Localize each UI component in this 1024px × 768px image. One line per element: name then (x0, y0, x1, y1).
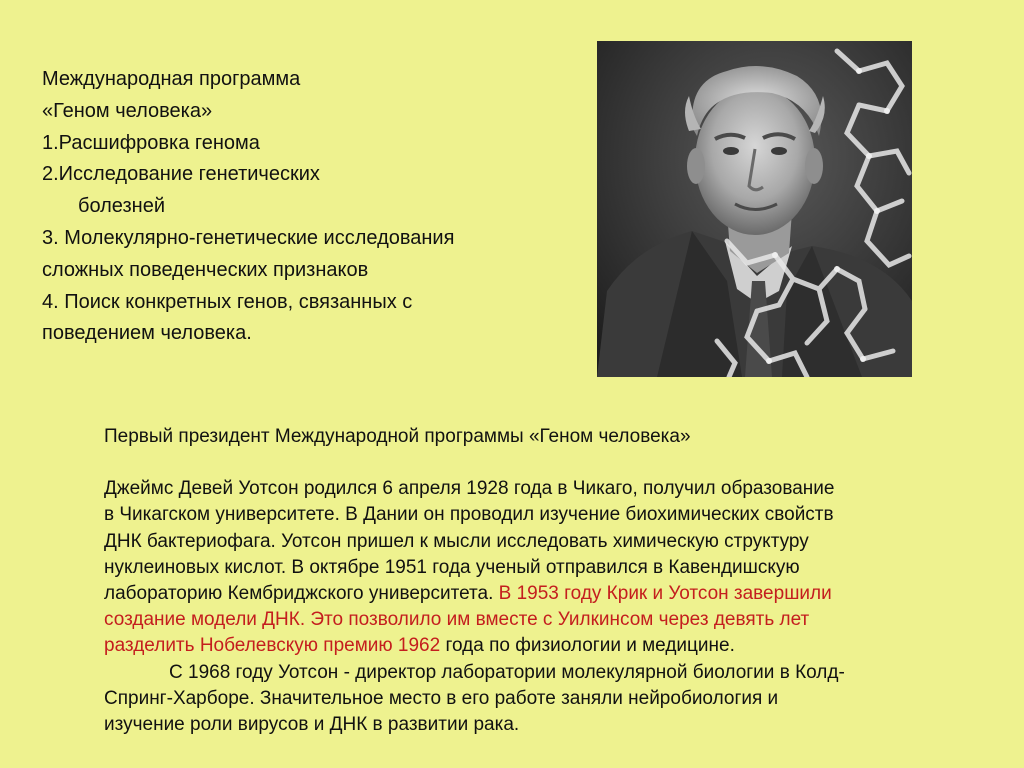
bio-line-2: в Чикагском университете. В Дании он проводил изучение биохимических свойств (104, 504, 834, 526)
portrait-image (597, 41, 912, 377)
portrait-photo (597, 41, 912, 377)
bio-line-3: ДНК бактериофага. Уотсон пришел к мысли исследовать химическую структуру (104, 530, 809, 552)
program-item-4-cont: поведением человека. (42, 322, 252, 345)
program-title-line1: Международная программа (42, 68, 301, 90)
bio-heading: Первый президент Международной программы «Геном человека» (104, 426, 691, 447)
bio-line-7-text: года по физиологии и медицине. (440, 635, 735, 657)
program-item-4: 4. Поиск конкретных генов, связанных с (42, 290, 413, 313)
bio-line-5-highlight: В 1953 году Крик и Уотсон завершили (498, 583, 832, 605)
bio-line-7-highlight: разделить Нобелевскую премию 1962 (104, 635, 441, 657)
program-item-3: 3. Молекулярно-генетические исследования (42, 226, 455, 249)
bio-line-5 (104, 581, 994, 607)
watson-biography (104, 424, 994, 738)
bio-line-4: нуклеиновых кислот. В октябре 1951 года ученый отправился в Кавендишскую (104, 556, 800, 578)
program-item-1: 1.Расшифровка генома (42, 131, 260, 154)
bio-line-1: Джеймс Девей Уотсон родился 6 апреля 1928 года в Чикаго, получил образование (104, 478, 835, 500)
program-item-2: 2.Исследование генетических (42, 163, 320, 186)
bio-line-8: С 1968 году Уотсон - директор лаборатории молекулярной биологии в Колд- (169, 661, 845, 683)
program-goals (42, 64, 587, 350)
bio-line-7 (104, 633, 994, 659)
bio-line-6-highlight: создание модели ДНК. Это позволило им вместе с Уилкинсом через девять лет (104, 609, 810, 631)
bio-line-10: изучение роли вирусов и ДНК в развитии рака. (104, 714, 520, 736)
program-item-2-cont: болезней (78, 195, 166, 218)
bio-line-5-text: лабораторию Кембриджского университета. (104, 583, 499, 605)
program-item-3-cont: сложных поведенческих признаков (42, 258, 369, 281)
bio-line-9: Спринг-Харборе. Значительное место в его работе заняли нейробиология и (104, 687, 779, 709)
program-title-line2: «Геном человека» (42, 99, 213, 122)
